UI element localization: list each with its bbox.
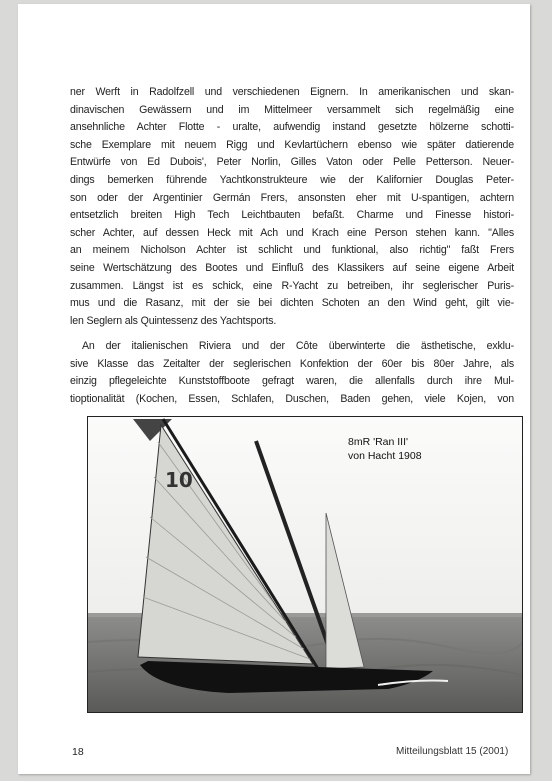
publication-footer: Mitteilungsblatt 15 (2001) [396,746,509,757]
text-line: ner Werft in Radolfzell und verschiedenen Eignern. In amerikanischen und skan- [70,86,514,98]
text-line: sche Exemplare mit neuem Rigg und Kevlartüchern ebenso wie später datierende [70,138,514,151]
paragraph-2 [70,338,514,408]
text-line: mus und die Rasanz, mit der sie bei dichten Schoten an den Wind geht, gilt vie- [70,297,514,310]
text-line: scher Achter, auf dessen Heck mit Ach und Krach eine Person stehen kann. "Alles [70,226,514,239]
text-line: einzig pflegeleichte Kunststoffboote gefragt waren, die allenfalls durch ihre Mul- [70,375,514,388]
text-line: An der italienischen Riviera und der Côte überwinterte die ästhetische, exklu- [82,340,514,352]
sail-number: 10 [165,468,193,492]
text-line: zusammen. Längst ist es schick, eine R-Yacht zu betreiben, ihr seglerischer Puris- [70,279,514,292]
paragraph-1 [70,84,514,330]
text-line: dings bemerken führende Yachtkonstrukteure wie der Kalifornier Douglas Peter- [70,173,514,186]
page [18,4,530,774]
sailing-yacht-photo [87,416,523,713]
text-line: entsetzlich breiten High Tech Leichtbauten befaßt. Charme und Finesse histori- [70,209,514,222]
text-line: dinavischen Gewässern und im Mittelmeer versammelt sich regelmäßig eine [70,103,514,116]
text-line: Entwürfe von Ed Dubois', Peter Norlin, Gilles Vaton oder Pelle Petterson. Neuer- [70,156,514,169]
text-line: tioptionalität (Kochen, Essen, Schlafen, Duschen, Baden gehen, viele Kojen, von [70,392,514,405]
yacht-illustration [88,417,522,712]
text-line: seine Wertschätzung des Bootes und Einfluß des Klassikers auf seine eigene Arbeit [70,261,514,274]
text-line: len Seglern als Quintessenz des Yachtsports. [70,314,277,327]
text-line: sive Klasse das Zeitalter der seglerischen Konfektion der 60er bis 80er Jahre, als [70,357,514,370]
text-line: son oder der Argentinier Germán Frers, ansonsten eher mit U-spantigen, achtern [70,191,514,204]
page-number: 18 [72,746,84,758]
caption-line: 8mR 'Ran III' [348,436,409,448]
text-line: ansehnliche Achter Flotte - uralte, aufwendig instand gesetzte hölzerne schotti- [70,121,514,134]
photo-caption [348,435,422,463]
caption-line: von Hacht 1908 [348,450,422,462]
text-line: an meinem Nicholson Achter ist schlicht und funktional, also richtig" faßt Frers [70,244,514,257]
